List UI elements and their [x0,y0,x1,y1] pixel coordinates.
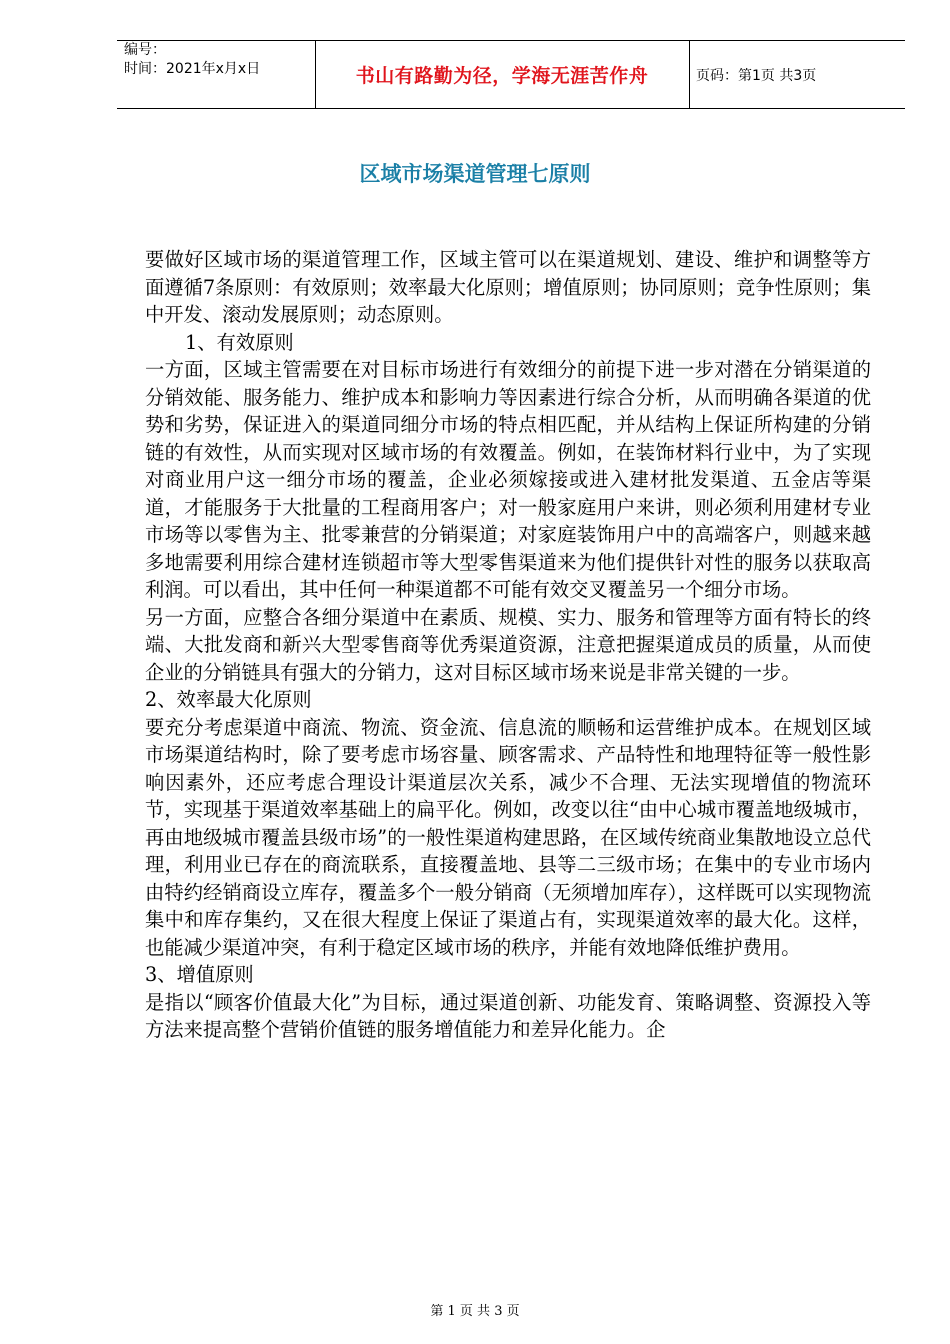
header-page-info: 页码：第1页 共3页 [696,67,817,84]
header-motto: 书山有路勤为径，学海无涯苦作舟 [315,41,690,108]
page-header [117,40,905,109]
section-heading-2: 2、效率最大化原则 [145,688,312,711]
body-paragraph: 一方面，区域主管需要在对目标市场进行有效细分的前提下进一步对潜在分销渠道的分销效能、服务能力、维护成本和影响力等因素进行综合分析，从而明确各渠道的优势和劣势，保证进入的渠道同细分市场的特点相匹配，并从结构上保证所构建的分销链的有效性，从而实现对区域市场的有效覆盖。例如，在装饰材料行业中，为了实现对商业用户这一细分市场的覆盖，企业必须嫁接或进入建材批发渠道、五金店等渠道，才能服务于大批量的工程商用客户；对一般家庭用户来讲，则必须利用建材专业市场等以零售为主、批零兼营的分销渠道；对家庭装饰用户中的高端客户，则越来越多地需要利用综合建材连锁超市等大型零售渠道来为他们提供针对性的服务以获取高利润。可以看出，其中任何一种渠道都不可能有效交叉覆盖另一个细分市场。 [145,358,871,601]
body-paragraph: 是指以“顾客价值最大化”为目标，通过渠道创新、功能发育、策略调整、资源投入等方法来提高整个营销价值链的服务增值能力和差异化能力。企 [145,990,871,1041]
body-paragraph: 要充分考虑渠道中商流、物流、资金流、信息流的顺畅和运营维护成本。在规划区域市场渠道结构时，除了要考虑市场容量、顾客需求、产品特性和地理特征等一般性影响因素外，还应考虑合理设计渠道层次关系，减少不合理、无法实现增值的物流环节，实现基于渠道效率基础上的扁平化。例如，改变以往“由中心城市覆盖地级城市，再由地级城市覆盖县级市场”的一般性渠道构建思路，在区域传统商业集散地设立总代理，利用业已存在的商流联系，直接覆盖地、县等二三级市场；在集中的专业市场内由特约经销商设立库存，覆盖多个一般分销商（无须增加库存），这样既可以实现物流集中和库存集约，又在很大程度上保证了渠道占有，实现渠道效率的最大化。这样，也能减少渠道冲突，有利于稳定区域市场的秩序，并能有效地降低维护费用。 [145,715,871,959]
section-heading-3: 3、增值原则 [145,963,254,986]
document-time-label: 时间：2021年x月x日 [124,61,261,77]
header-meta [117,41,316,108]
body-paragraph: 另一方面，应整合各细分渠道中在素质、规模、实力、服务和管理等方面有特长的终端、大批发商和新兴大型零售商等优秀渠道资源，注意把握渠道成员的质量，从而使企业的分销链具有强大的分销力，这对目标区域市场来说是非常关键的一步。 [145,605,871,684]
document-number-label: 编号： [124,42,166,58]
document-body [145,246,871,1044]
intro-paragraph: 要做好区域市场的渠道管理工作，区域主管可以在渠道规划、建设、维护和调整等方面遵循7条原则：有效原则；效率最大化原则；增值原则；协同原则；竞争性原则；集中开发、滚动发展原则；动态原则。 [145,248,871,326]
document-title: 区域市场渠道管理七原则 [359,162,591,186]
page-footer: 第 1 页 共 3 页 [430,1304,520,1319]
section-heading-1: 1、有效原则 [185,330,294,354]
